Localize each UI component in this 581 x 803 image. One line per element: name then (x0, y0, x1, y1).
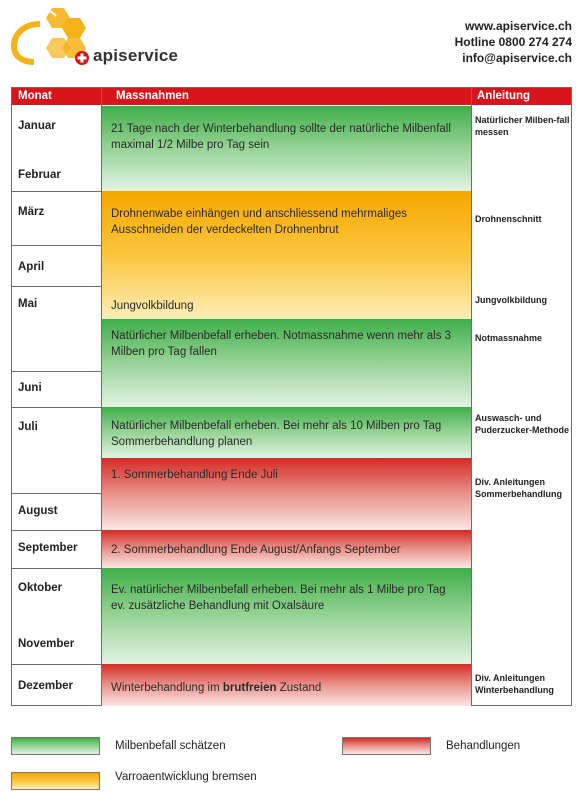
measure-band-red (102, 530, 471, 568)
row-divider (12, 407, 101, 408)
month-juli: Juli (18, 421, 38, 433)
instruction-auswasch: Auswasch- und Puderzucker-Methode (475, 413, 570, 435)
measure-band-green (102, 319, 471, 407)
month-april: April (18, 261, 45, 273)
row-divider (12, 568, 101, 569)
email-link[interactable]: info@apiservice.ch (462, 51, 572, 65)
measure-text: Natürlicher Milbenbefall erheben. Notmassnahme wenn mehr als 3 Milben pro Tag fallen (111, 330, 452, 358)
varroa-schedule-table (11, 87, 572, 706)
month-februar: Februar (18, 169, 61, 181)
row-divider (12, 191, 101, 192)
month-dezember: Dezember (18, 680, 73, 692)
legend-swatch-red (342, 737, 431, 755)
instruction-milbenfall: Natürlicher Milben-fall messen (475, 115, 570, 137)
measure-text: Jungvolkbildung (111, 300, 194, 312)
measure-band-red (102, 458, 471, 530)
instruction-drohnenschnitt: Drohnenschnitt (475, 214, 542, 224)
measure-text: 1. Sommerbehandlung Ende Juli (111, 469, 278, 481)
row-divider (12, 530, 101, 531)
legend-swatch-green (11, 737, 100, 755)
month-maerz: März (18, 206, 45, 218)
measure-text: Ev. natürlicher Milbenbefall erheben. Bei mehr als 1 Milbe pro Tag ev. zusätzliche Behandlung mit Oxalsäure (111, 584, 446, 612)
column-header-massnahmen: Massnahmen (102, 88, 471, 105)
measure-band-green (102, 568, 471, 664)
month-mai: Mai (18, 298, 38, 310)
measure-text: 21 Tage nach der Winterbehandlung sollte der natürliche Milbenfall maximal 1/2 Milbe pro Tag sein (111, 123, 451, 151)
column-header-monat: Monat (12, 88, 101, 105)
month-januar: Januar (18, 120, 56, 132)
legend-label-red: Behandlungen (446, 740, 521, 752)
column-divider (471, 88, 472, 705)
month-november: November (18, 638, 75, 650)
instruction-notmassnahme: Notmassnahme (475, 333, 543, 343)
row-divider (12, 371, 101, 372)
legend-label-yellow: Varroaentwicklung bremsen (115, 771, 257, 783)
hotline-text: Hotline 0800 274 274 (454, 35, 572, 49)
measure-band-red (102, 664, 471, 706)
month-oktober: Oktober (18, 582, 63, 594)
instruction-jungvolkbildung: Jungvolkbildung (475, 295, 547, 305)
instruction-sommerbehandlung: Div. Anleitungen Sommerbehandlung (475, 477, 563, 499)
measure-band-green (102, 106, 471, 191)
legend-swatch-yellow (11, 772, 100, 790)
measure-band-yellow (102, 293, 471, 319)
column-header-anleitung: Anleitung (472, 88, 571, 105)
measure-band-green (102, 407, 471, 458)
brand-name: apiservice (93, 46, 179, 65)
row-divider (12, 493, 101, 494)
month-august: August (18, 505, 58, 517)
legend-label-green: Milbenbefall schätzen (115, 740, 226, 752)
month-juni: Juni (18, 382, 42, 394)
measure-text: 2. Sommerbehandlung Ende August/Anfangs September (111, 544, 401, 556)
measure-text: Natürlicher Milbenbefall erheben. Bei mehr als 10 Milben pro Tag Sommerbehandlung planen (111, 420, 442, 448)
instruction-winterbehandlung: Div. Anleitungen Winterbehandlung (475, 673, 554, 695)
measure-text: Winterbehandlung im brutfreien Zustand (111, 682, 322, 694)
month-september: September (18, 542, 78, 554)
row-divider (12, 664, 101, 665)
measure-text: Drohnenwabe einhängen und anschliessend mehrmaliges Ausschneiden der verdeckelten Drohnenbrut (111, 208, 408, 236)
contact-block (455, 18, 572, 66)
website-link[interactable]: www.apiservice.ch (465, 19, 572, 33)
row-divider (12, 286, 101, 287)
